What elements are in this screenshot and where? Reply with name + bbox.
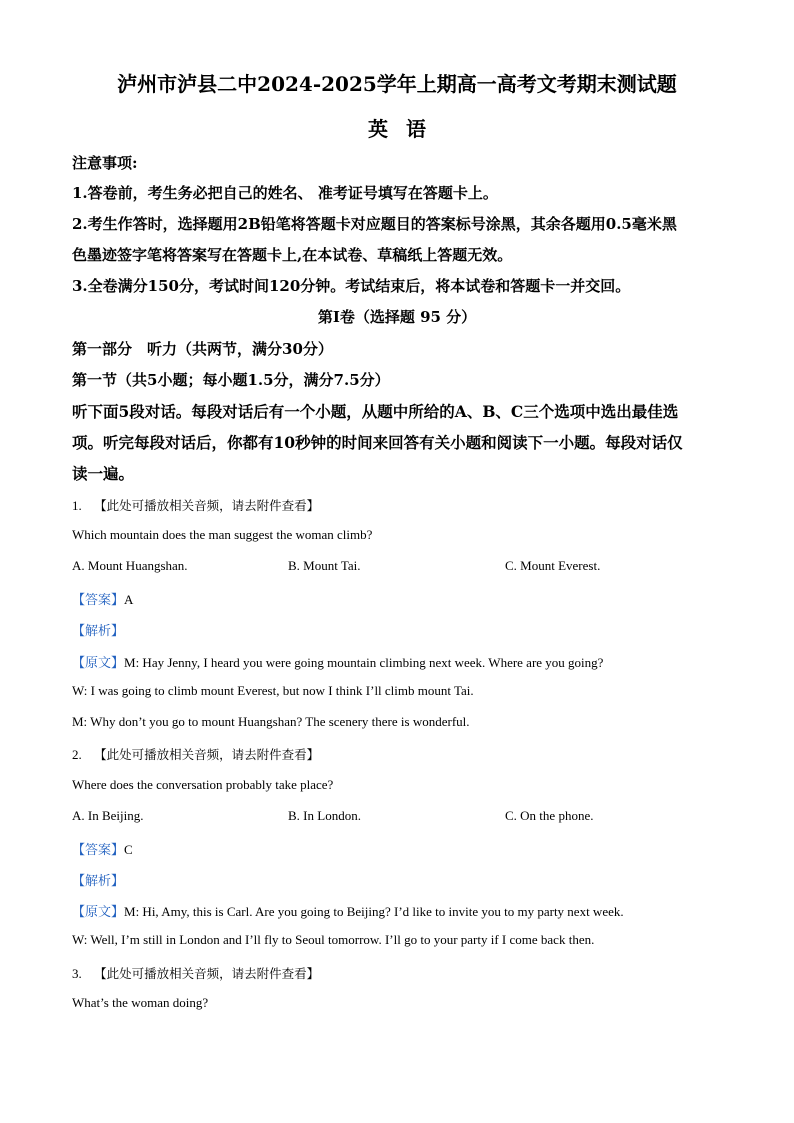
answer-label: 【答案】 <box>72 843 125 858</box>
analysis-label: 【解析】 <box>72 624 125 639</box>
instructions-line-1: 听下面5段对话。每段对话后有一个小题，从题中所给的A、B、C三个选项中选出最佳选 <box>72 402 679 421</box>
answer-value: C <box>124 842 133 857</box>
question-1-stem: Which mountain does the man suggest the woman climb? <box>72 527 373 542</box>
notice-item-2-line-2: 色墨迹签字笔将答案写在答题卡上,在本试卷、草稿纸上答题无效。 <box>72 246 513 264</box>
question-1-option-a: A. Mount Huangshan. <box>72 558 188 573</box>
analysis-label: 【解析】 <box>72 874 125 889</box>
question-1-transcript-line-3: M: Why don’t you go to mount Huangshan? The scenery there is wonderful. <box>72 714 470 729</box>
question-2-header <box>72 745 319 763</box>
part-heading: 第一部分 听力（共两节，满分30分） <box>72 340 333 358</box>
transcript-text: M: Hay Jenny, I heard you were going mountain climbing next week. Where are you going? <box>124 655 604 670</box>
question-number: 3. <box>72 966 82 981</box>
subject-heading: 英语 <box>368 117 444 141</box>
audio-note: 【此处可播放相关音频，请去附件查看】 <box>94 498 320 513</box>
question-2-answer <box>72 839 133 858</box>
transcript-text: M: Hi, Amy, this is Carl. Are you going to Beijing? I’d like to invite you to my party next week. <box>124 904 624 919</box>
question-1-transcript-line-2: W: I was going to climb mount Everest, but now I think I’ll climb mount Tai. <box>72 683 474 698</box>
question-1-option-c: C. Mount Everest. <box>505 558 601 573</box>
question-2-transcript-line-2: W: Well, I’m still in London and I’ll fly to Seoul tomorrow. I’ll go to your party if I come back then. <box>72 932 595 947</box>
notice-item-2-line-1: 2.考生作答时，选择题用2B铅笔将答题卡对应题目的答案标号涂黑，其余各题用0.5毫米黑 <box>72 215 677 233</box>
question-1-header <box>72 496 319 514</box>
transcript-label: 【原文】 <box>72 905 125 920</box>
question-2-transcript-line-1 <box>72 901 624 920</box>
question-1-answer <box>72 589 133 608</box>
exam-title: 泸州市泸县二中2024-2025学年上期高一高考文考期末测试题 <box>117 72 677 96</box>
transcript-label: 【原文】 <box>72 656 125 671</box>
notice-heading: 注意事项: <box>72 154 138 172</box>
audio-note: 【此处可播放相关音频，请去附件查看】 <box>94 966 320 981</box>
audio-note: 【此处可播放相关音频，请去附件查看】 <box>94 747 320 762</box>
question-3-stem: What’s the woman doing? <box>72 995 209 1010</box>
instructions-line-2: 项。听完每段对话后，你都有10秒钟的时间来回答有关小题和阅读下一小题。每段对话仅 <box>72 433 683 452</box>
question-1-transcript-line-1 <box>72 652 603 671</box>
question-2-analysis <box>72 870 124 889</box>
notice-item-3: 3.全卷满分150分，考试时间120分钟。考试结束后，将本试卷和答题卡一并交回。 <box>72 277 631 295</box>
question-1-option-b: B. Mount Tai. <box>288 558 361 573</box>
question-1-analysis <box>72 620 124 639</box>
answer-value: A <box>124 592 134 607</box>
section-heading: 第一节（共5小题；每小题1.5分，满分7.5分） <box>72 371 390 389</box>
question-number: 1. <box>72 498 82 513</box>
instructions-line-3: 读一遍。 <box>72 464 135 483</box>
question-2-option-b: B. In London. <box>288 808 361 823</box>
question-number: 2. <box>72 747 82 762</box>
notice-item-1: 1.答卷前，考生务必把自己的姓名、 准考证号填写在答题卡上。 <box>72 184 498 202</box>
answer-label: 【答案】 <box>72 593 125 608</box>
question-2-option-a: A. In Beijing. <box>72 808 144 823</box>
question-3-header <box>72 964 319 982</box>
question-2-stem: Where does the conversation probably take place? <box>72 777 334 792</box>
volume-heading: 第Ⅰ卷（选择题 95 分） <box>317 308 477 326</box>
question-2-option-c: C. On the phone. <box>505 808 594 823</box>
